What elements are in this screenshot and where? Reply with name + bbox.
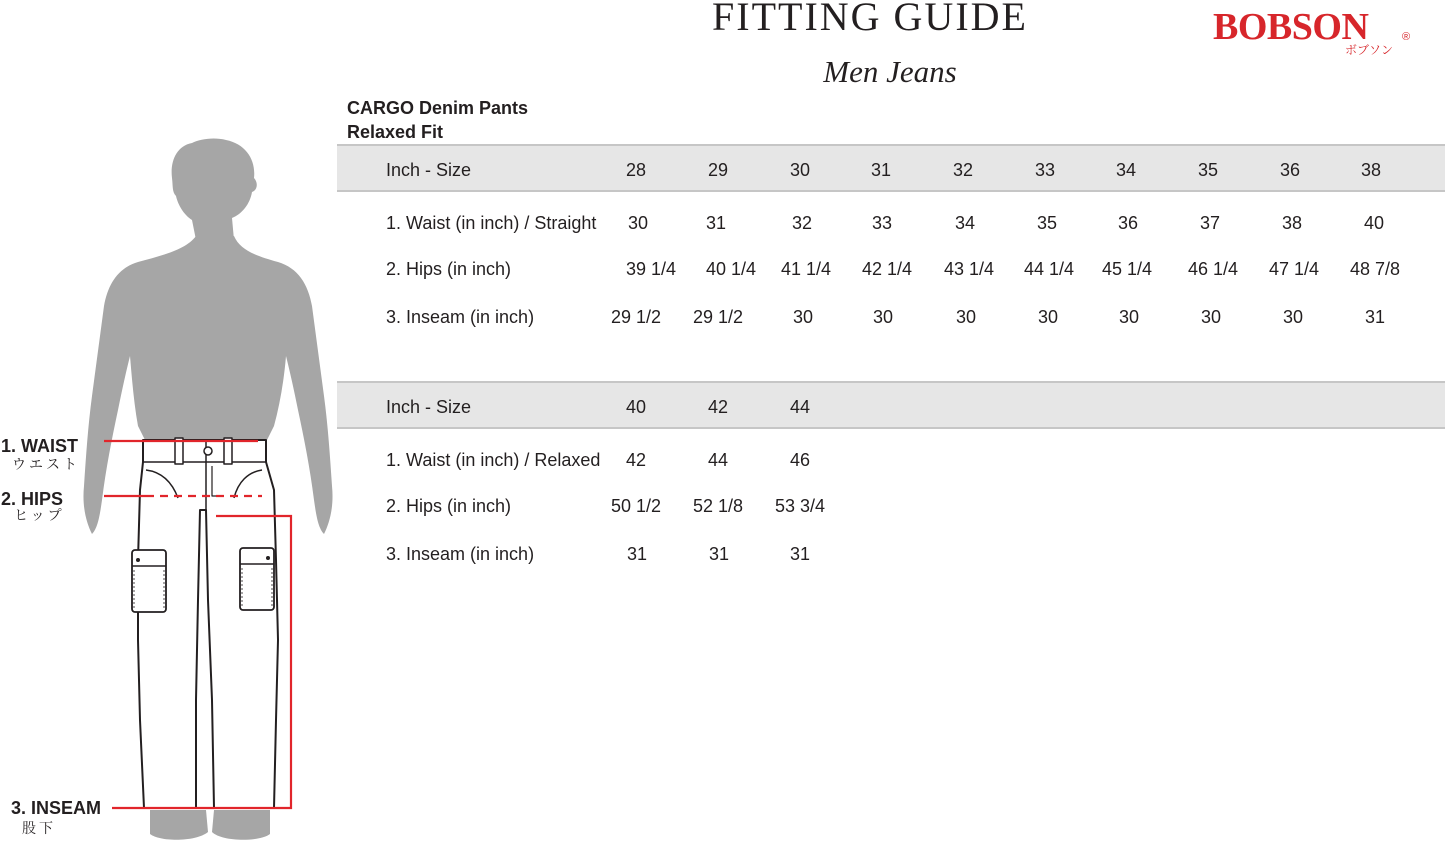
table-cell: 34: [955, 213, 976, 233]
waist-label: 1. WAIST: [1, 436, 79, 456]
table-cell: 42 1/4: [862, 259, 913, 279]
table-cell: 33: [872, 213, 893, 233]
table-cell: 42: [626, 450, 647, 470]
brand-name: BOBSON: [1213, 6, 1369, 48]
waist-row-label: 1. Waist (in inch) / Straight: [386, 213, 597, 233]
table-cell: 30: [1283, 307, 1304, 327]
table-cell: 30: [1201, 307, 1222, 327]
product-fit: Relaxed Fit: [347, 122, 444, 142]
size-table-1-header-cell: 38: [1361, 160, 1382, 180]
brand-katakana: ボブソン: [1345, 43, 1394, 57]
hips-row-label: 2. Hips (in inch): [386, 496, 512, 516]
size-table-1-header-cell: 28: [626, 160, 647, 180]
table-cell: 30: [873, 307, 894, 327]
size-table-2-header-cell: 44: [790, 397, 811, 417]
hips-row-label: 2. Hips (in inch): [386, 259, 512, 279]
table-cell: 37: [1200, 213, 1221, 233]
table-cell: 46 1/4: [1188, 259, 1239, 279]
hips-label-jp: ヒップ: [14, 507, 65, 523]
table-cell: 38: [1282, 213, 1303, 233]
hips-label: 2. HIPS: [1, 489, 64, 509]
size-table-2-header-label: Inch - Size: [386, 397, 472, 417]
size-table-2-header-band: [337, 381, 1445, 429]
brand-registered-mark: ®: [1402, 31, 1411, 43]
table-cell: 44 1/4: [1024, 259, 1075, 279]
table-cell: 50 1/2: [611, 496, 662, 516]
table-cell: 30: [956, 307, 977, 327]
table-cell: 53 3/4: [775, 496, 826, 516]
table-cell: 31: [627, 544, 648, 564]
table-cell: 45 1/4: [1102, 259, 1153, 279]
page-title: FITTING GUIDE: [712, 0, 1028, 39]
page-subtitle: Men Jeans: [823, 54, 957, 89]
brand-logo: [1205, 4, 1415, 64]
size-table-1-header-cell: 36: [1280, 160, 1301, 180]
inseam-label-jp: 股下: [22, 820, 56, 836]
table-cell: 40 1/4: [706, 259, 757, 279]
size-table-1-header-cell: 35: [1198, 160, 1219, 180]
size-table-1-header-cell: 30: [790, 160, 811, 180]
product-heading: [347, 96, 528, 144]
product-name: CARGO Denim Pants: [347, 98, 529, 118]
inseam-label: 3. INSEAM: [11, 798, 102, 818]
table-cell: 41 1/4: [781, 259, 832, 279]
body-figure-illustration: [0, 0, 340, 844]
table-cell: 35: [1037, 213, 1058, 233]
size-table-2-header-cell: 40: [626, 397, 647, 417]
table-cell: 47 1/4: [1269, 259, 1320, 279]
table-cell: 40: [1364, 213, 1385, 233]
table-cell: 30: [1119, 307, 1140, 327]
size-table-1-header-cell: 34: [1116, 160, 1137, 180]
size-table-1-header-cell: 29: [708, 160, 729, 180]
table-cell: 32: [792, 213, 813, 233]
table-cell: 29 1/2: [611, 307, 662, 327]
table-cell: 30: [628, 213, 649, 233]
table-cell: 36: [1118, 213, 1139, 233]
table-cell: 29 1/2: [693, 307, 744, 327]
table-cell: 52 1/8: [693, 496, 744, 516]
size-table-1-header-cell: 33: [1035, 160, 1056, 180]
table-cell: 31: [1365, 307, 1386, 327]
size-table-1-header-label: Inch - Size: [386, 160, 472, 180]
size-table-1-header-cell: 31: [871, 160, 892, 180]
waist-row-label: 1. Waist (in inch) / Relaxed: [386, 450, 601, 470]
table-cell: 31: [790, 544, 811, 564]
waist-label-jp: ウエスト: [12, 456, 80, 472]
table-cell: 48 7/8: [1350, 259, 1401, 279]
size-table-1-header-cell: 32: [953, 160, 974, 180]
table-cell: 44: [708, 450, 729, 470]
table-cell: 39 1/4: [626, 259, 677, 279]
pants-line-drawing: [132, 438, 278, 808]
table-cell: 30: [793, 307, 814, 327]
table-cell: 30: [1038, 307, 1059, 327]
inseam-row-label: 3. Inseam (in inch): [386, 307, 535, 327]
table-cell: 31: [709, 544, 730, 564]
table-cell: 31: [706, 213, 727, 233]
table-cell: 43 1/4: [944, 259, 995, 279]
size-table-2-header-cell: 42: [708, 397, 729, 417]
inseam-row-label: 3. Inseam (in inch): [386, 544, 535, 564]
table-cell: 46: [790, 450, 811, 470]
